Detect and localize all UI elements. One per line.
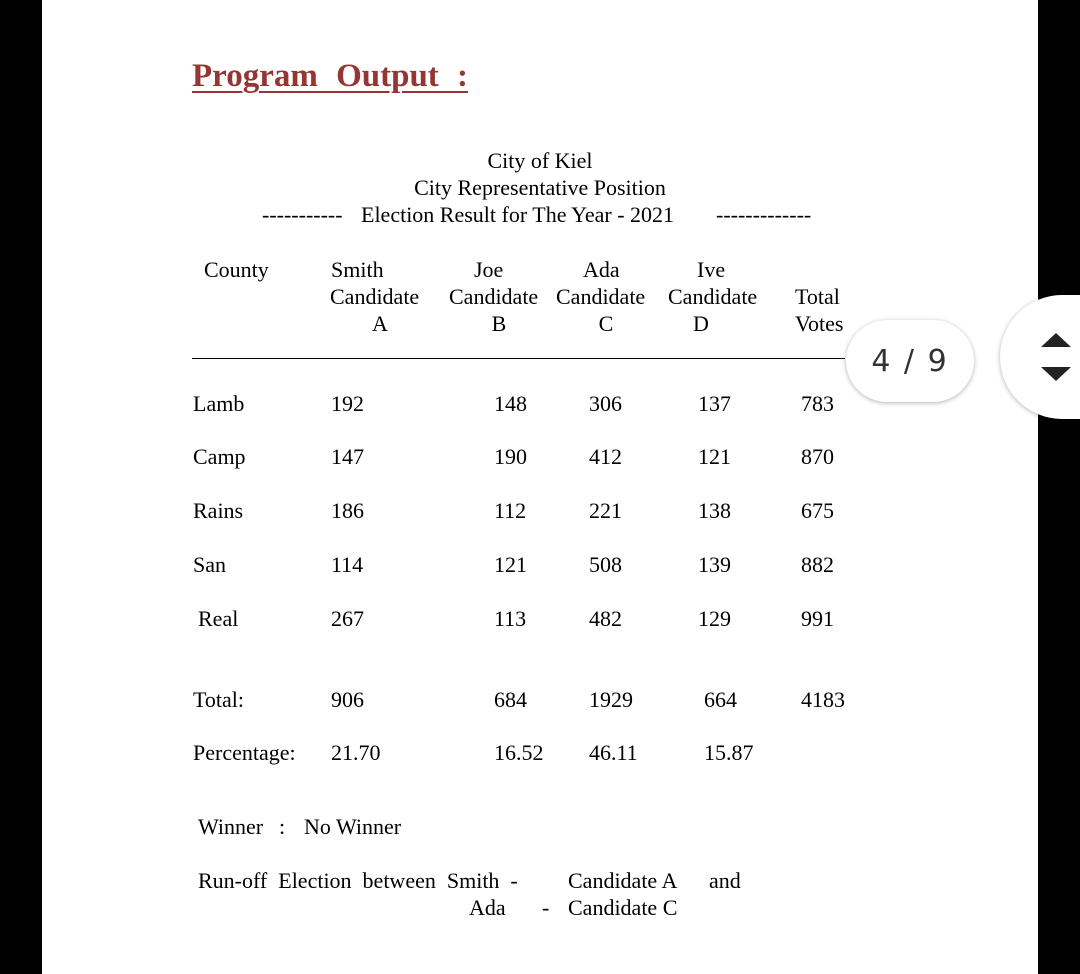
candidate-name: Ive [697,257,726,282]
header-county: County [204,257,269,282]
row-total: 991 [801,606,834,631]
runoff-and: and [709,868,741,893]
candidate-letter: A [372,311,388,336]
row-votes-a: 114 [331,552,364,577]
runoff-name-2: Ada [469,895,506,920]
row-votes-c: 412 [589,444,622,469]
percentage-a: 21.70 [331,740,381,765]
header-total: Total [795,284,840,309]
row-total: 675 [801,498,834,523]
row-votes-c: 508 [589,552,622,577]
row-total: 783 [801,391,834,416]
percentage-c: 46.11 [589,740,638,765]
row-votes-a: 267 [331,606,364,631]
totals-d: 664 [704,687,737,712]
row-votes-b: 113 [494,606,527,631]
report-position: City Representative Position [414,175,666,200]
report-dashes-left: ----------- [262,202,343,227]
percentage-b: 16.52 [494,740,544,765]
candidate-role: Candidate [556,284,646,309]
row-votes-a: 147 [331,444,364,469]
row-county: Camp [193,444,246,469]
percentage-label: Percentage: [193,740,296,765]
report-dashes-right: ------------- [716,202,812,227]
winner-label: Winner [198,814,264,839]
row-votes-c: 482 [589,606,622,631]
row-votes-b: 112 [494,498,527,523]
row-votes-b: 190 [494,444,527,469]
runoff-candidate-2: Candidate C [568,895,678,920]
header-rule [192,358,845,359]
next-page-icon[interactable] [1041,367,1071,381]
runoff-candidate-1: Candidate A [568,868,678,893]
totals-label: Total: [193,687,245,712]
row-votes-c: 221 [589,498,622,523]
row-votes-a: 186 [331,498,364,523]
totals-a: 906 [331,687,364,712]
row-votes-d: 137 [698,391,731,416]
row-county: Lamb [193,391,245,416]
runoff-text: Run-off Election between Smith - [198,868,518,893]
report-subtitle: Election Result for The Year - 2021 [361,202,675,227]
totals-grand: 4183 [801,687,845,712]
row-total: 870 [801,444,834,469]
row-county: Real [198,606,239,631]
winner-separator: : [279,814,286,839]
percentage-d: 15.87 [704,740,754,765]
header-votes: Votes [795,311,844,336]
candidate-letter: C [598,311,614,336]
candidate-letter: B [491,311,507,336]
candidate-role: Candidate [330,284,420,309]
row-votes-b: 148 [494,391,527,416]
candidate-name: Ada [583,257,620,282]
candidate-name: Smith [331,257,384,282]
candidate-letter: D [693,311,709,336]
row-votes-b: 121 [494,552,527,577]
candidate-role: Candidate [449,284,539,309]
winner-value: No Winner [304,814,402,839]
runoff-dash-2: - [542,895,550,920]
row-votes-d: 129 [698,606,731,631]
row-votes-d: 121 [698,444,731,469]
page-indicator: 4 / 9 [846,320,974,402]
row-votes-a: 192 [331,391,364,416]
report-city: City of Kiel [487,148,593,173]
row-votes-c: 306 [589,391,622,416]
candidate-role: Candidate [668,284,758,309]
document-page [42,0,1038,974]
totals-c: 1929 [589,687,633,712]
row-votes-d: 139 [698,552,731,577]
totals-b: 684 [494,687,527,712]
candidate-name: Joe [474,257,504,282]
previous-page-icon[interactable] [1041,333,1071,347]
row-total: 882 [801,552,834,577]
program-output-heading: Program Output : [192,58,469,94]
row-county: San [193,552,226,577]
row-votes-d: 138 [698,498,731,523]
row-county: Rains [193,498,244,523]
